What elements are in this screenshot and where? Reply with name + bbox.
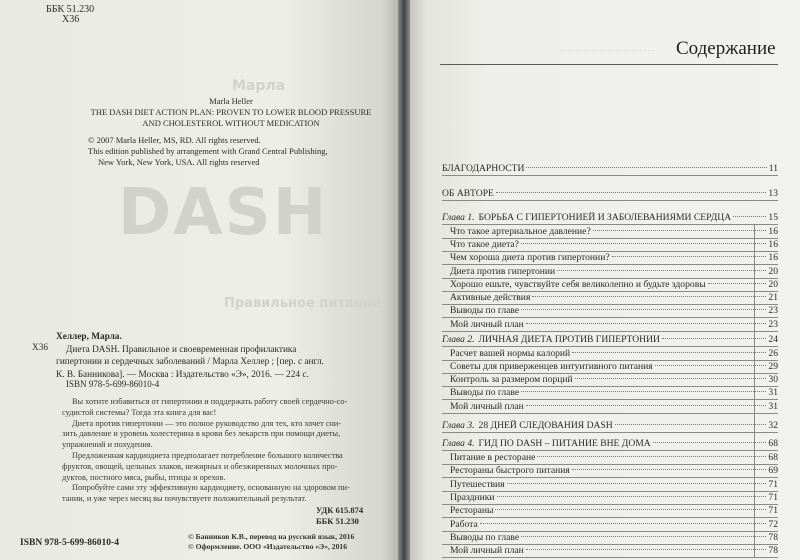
toc-entry-title: [442, 531, 519, 544]
toc-leader: [526, 323, 767, 324]
toc-leader: [655, 365, 767, 366]
toc-entry: [442, 187, 778, 201]
toc-page-number: 71: [768, 492, 778, 503]
annotation-line: зить давление и уровень холестерина в крови без лекарств при помощи диеты,: [62, 429, 341, 439]
toc-page-number: 72: [768, 519, 778, 530]
bbk-code: ББК 51.230: [316, 516, 359, 526]
toc-leader: [572, 469, 767, 470]
copyright-design: © Оформление. ООО «Издательство «Э», 2016: [188, 542, 347, 551]
credits-author: Marla Heller: [209, 96, 253, 106]
annotation-line: судистой системы? Тогда эта книга для вас!: [62, 407, 217, 417]
toc-leader: [496, 192, 767, 193]
toc-page-number: 13: [768, 188, 778, 199]
toc-title-text: Путешествия: [450, 479, 505, 490]
toc-page-number: 68: [768, 438, 778, 449]
card-code: Х36: [32, 343, 49, 353]
toc-entry-title: [442, 518, 478, 531]
toc-leader: [526, 167, 766, 168]
toc-entry-title: [442, 291, 530, 304]
ghost-cover-title: DASH: [118, 176, 329, 250]
toc-entry: [442, 437, 778, 451]
book-spine: [398, 0, 410, 560]
toc-chapter-label: Глава 4.: [442, 438, 475, 449]
toc-entry-title: [442, 162, 524, 175]
toc-title-text: Мой личный план: [450, 401, 524, 412]
toc-entry-title: [442, 373, 573, 386]
toc-entry-title: [442, 491, 495, 504]
toc-entry: [442, 518, 778, 532]
toc-page-number: 21: [768, 292, 778, 303]
toc-title-text: Праздники: [450, 492, 495, 503]
toc-page-number: 16: [768, 252, 778, 263]
toc-leader: [572, 352, 766, 353]
toc-title-text: Что такое артериальное давление?: [450, 226, 591, 237]
credits-edition-1: This edition published by arrangement with Grand Central Publishing,: [88, 146, 328, 156]
catalog-card: [56, 331, 376, 381]
toc-leader: [480, 523, 767, 524]
annotation-line: тании, и уже через месяц вы почувствуете положительный результат.: [62, 494, 307, 504]
toc-title-text: Выводы по главе: [450, 305, 520, 316]
annotation-line: Предложенная кардиодиета предполагает потребление большого количества: [72, 450, 343, 460]
toc-title-text: Выводы по главе: [450, 532, 520, 543]
toc-entry: [442, 360, 778, 374]
toc-entry: [442, 419, 778, 433]
toc-entry-title: [442, 386, 519, 399]
toc-page-number: 29: [768, 361, 778, 372]
toc-entry: [442, 491, 778, 505]
annotation-line: фруктов, овощей, цельных злаков, нежирных и обезжиренных молочных про-: [62, 461, 338, 471]
card-line-2: гипертонии и сердечных заболеваний / Марла Хеллер ; [пер. с англ.: [56, 357, 324, 367]
isbn-bottom: ISBN 978-5-699-86010-4: [20, 538, 119, 548]
toc-leader: [495, 509, 766, 510]
toc-leader: [537, 456, 766, 457]
card-line-3: К. В. Банникова]. — Москва : Издательство «Э», 2016. — 224 с.: [56, 369, 309, 380]
toc-page-number: 69: [768, 465, 778, 476]
toc-title-text: ОБ АВТОРЕ: [442, 188, 494, 199]
annotation-line: Попробуйте сами эту эффективную кардиодиету, основанную на здоровом пи-: [72, 483, 350, 493]
toc-entry: [442, 162, 778, 176]
toc-title-text: Выводы по главе: [450, 387, 520, 398]
toc-entry-title: [442, 238, 519, 251]
annotation: [62, 397, 380, 505]
bbk-top: ББК 51.230: [46, 4, 95, 15]
toc-entry: [442, 225, 778, 239]
toc-entry-title: [442, 225, 591, 238]
toc-title-text: 28 ДНЕЙ СЛЕДОВАНИЯ DASH: [478, 420, 613, 431]
toc-entry-title: [442, 304, 519, 317]
toc-entry: [442, 504, 778, 518]
toc-page-number: 71: [768, 479, 778, 490]
toc-leader: [521, 243, 766, 244]
toc-page-number: 11: [768, 163, 778, 174]
toc-title-text: Контроль за размером порций: [450, 374, 573, 385]
toc-page-number: 78: [768, 532, 778, 543]
toc-entry-title: [442, 504, 493, 517]
toc-title-text: Чем хороша диета против гипертонии?: [450, 252, 610, 263]
toc-entry-title: [442, 318, 524, 331]
toc-entry: [442, 400, 778, 414]
left-page: [0, 0, 398, 560]
toc-leader: [521, 391, 766, 392]
toc-entry-title: [442, 360, 653, 373]
toc-title-text: Рестораны быстрого питания: [450, 465, 570, 476]
toc-leader: [521, 309, 766, 310]
toc-chapter-label: Глава 1.: [442, 212, 475, 223]
toc-entry-title: [442, 211, 731, 224]
credits-edition-2: New York, New York, USA. All rights reserved: [98, 157, 260, 167]
ghost-bleed: . . . . . . . . . . . . . . . . . . . . . . . .: [560, 44, 654, 53]
annotation-line: Диета против гипертонии — это полное руководство для тех, кто хочет сни-: [72, 418, 342, 428]
toc-page-number: 68: [768, 452, 778, 463]
toc-entry-title: [442, 544, 524, 557]
annotation-line: дуктов, постного мяса, рыбы, птицы и орехов.: [62, 472, 226, 482]
toc-title-text: Хорошо ешьте, чувствуйте себя великолепно и будьте здоровы: [450, 279, 706, 290]
toc-entry-title: [442, 187, 494, 200]
toc-leader: [653, 442, 767, 443]
toc-leader: [575, 378, 767, 379]
toc-chapter-label: Глава 2.: [442, 334, 475, 345]
code-top: Х36: [62, 14, 80, 25]
toc-page-number: 71: [768, 505, 778, 516]
toc-entry: [442, 386, 778, 400]
toc-page-number: 32: [768, 420, 778, 431]
toc-title-text: ЛИЧНАЯ ДИЕТА ПРОТИВ ГИПЕРТОНИИ: [478, 334, 660, 345]
toc-page-number: 20: [768, 279, 778, 290]
annotation-line: Вы хотите избавиться от гипертонии и поддержать работу своей сердечно-со-: [72, 397, 348, 406]
toc-entry-title: [442, 251, 610, 264]
toc-leader: [497, 496, 767, 497]
toc-entry: [442, 238, 778, 252]
toc-entry: [442, 304, 778, 318]
toc-page-number: 23: [768, 305, 778, 316]
toc-entry-title: [442, 478, 505, 491]
toc-page-number: 78: [768, 545, 778, 556]
toc-title-text: БОРЬБА С ГИПЕРТОНИЕЙ И ЗАБОЛЕВАНИЯМИ СЕРДЦА: [478, 212, 732, 223]
toc-title-text: Диета против гипертонии: [450, 266, 556, 277]
toc-page-number: 31: [768, 401, 778, 412]
toc-page-number: 30: [768, 374, 778, 385]
original-credits: [86, 96, 376, 168]
toc-entry: [442, 544, 778, 558]
toc-leader: [612, 256, 767, 257]
toc-entry: [442, 347, 778, 361]
toc-page-number: 31: [768, 387, 778, 398]
toc-title-text: Работа: [450, 519, 478, 530]
toc-leader: [615, 424, 767, 425]
toc-leader: [662, 338, 766, 339]
copyright-translation: © Банников К.В., перевод на русский язык, 2016: [188, 532, 355, 541]
toc-page-number: 26: [768, 348, 778, 359]
russian-copyright: [188, 532, 354, 552]
udk-block: [316, 505, 363, 527]
toc-title-text: Мой личный план: [450, 319, 524, 330]
card-isbn: ISBN 978-5-699-86010-4: [66, 379, 160, 389]
toc-page-number: 24: [768, 334, 778, 345]
toc-entry-title: [442, 464, 570, 477]
toc-entry: [442, 278, 778, 292]
toc-leader: [507, 483, 767, 484]
ghost-cover-subtitle: Правильное питание: [224, 296, 381, 311]
heading-rule: [440, 64, 778, 65]
toc-entry: [442, 211, 778, 225]
toc-leader: [593, 230, 767, 231]
toc-leader: [708, 283, 767, 284]
toc-leader: [532, 296, 766, 297]
annotation-line: упражнений и похудения.: [62, 440, 153, 450]
credits-title-2: AND CHOLESTEROL WITHOUT MEDICATION: [142, 118, 320, 128]
toc-entry-title: [442, 333, 660, 346]
toc-entry-title: [442, 265, 555, 278]
udk-code: УДК 615.874: [316, 505, 364, 515]
toc-leader: [526, 549, 767, 550]
toc-leader: [526, 405, 767, 406]
toc-entry: [442, 251, 778, 265]
toc-page-number: 16: [768, 239, 778, 250]
toc-title-text: Расчет вашей нормы калорий: [450, 348, 571, 359]
toc-entry: [442, 265, 778, 279]
card-line-1: Диета DASH. Правильное и своевременная профилактика: [66, 344, 297, 355]
toc-entry: [442, 373, 778, 387]
toc-entry: [442, 333, 778, 347]
toc-entry-title: [442, 437, 651, 450]
toc-right-rule: [754, 225, 755, 557]
toc-page-number: 23: [768, 319, 778, 330]
toc-title-text: ГИД ПО DASH – ПИТАНИЕ ВНЕ ДОМА: [478, 438, 651, 449]
toc-leader: [733, 216, 766, 217]
toc-title-text: БЛАГОДАРНОСТИ: [442, 163, 525, 174]
toc-entry: [442, 478, 778, 492]
toc-page-number: 15: [768, 212, 778, 223]
toc-title-text: Что такое диета?: [450, 239, 519, 250]
toc-title-text: Активные действия: [450, 292, 531, 303]
toc-entry-title: [442, 278, 706, 291]
toc-chapter-label: Глава 3.: [442, 420, 475, 431]
toc-entry-title: [442, 400, 524, 413]
toc-title-text: Рестораны: [450, 505, 494, 516]
card-author: Хеллер, Марла.: [56, 332, 122, 342]
toc-entry: [442, 531, 778, 545]
toc-page-number: 20: [768, 266, 778, 277]
toc-entry-title: [442, 451, 535, 464]
toc-entry-title: [442, 347, 570, 360]
toc-entry: [442, 451, 778, 465]
toc-leader: [557, 270, 766, 271]
ghost-cover-top: Марла: [232, 78, 286, 94]
toc-title-text: Мой личный план: [450, 545, 524, 556]
toc-entry: [442, 464, 778, 478]
toc-entry-title: [442, 419, 613, 432]
toc-leader: [521, 536, 766, 537]
toc-page-number: 16: [768, 226, 778, 237]
credits-title-1: THE DASH DIET ACTION PLAN: PROVEN TO LOWER BLOOD PRESSURE: [90, 107, 372, 117]
toc-title-text: Советы для приверженцев интуитивного питания: [450, 361, 653, 372]
toc-entry: [442, 291, 778, 305]
credits-copyright: © 2007 Marla Heller, MS, RD. All rights reserved.: [88, 135, 261, 145]
contents-heading: Содержание: [676, 38, 776, 59]
toc-title-text: Питание в ресторане: [450, 452, 536, 463]
toc-entry: [442, 318, 778, 332]
